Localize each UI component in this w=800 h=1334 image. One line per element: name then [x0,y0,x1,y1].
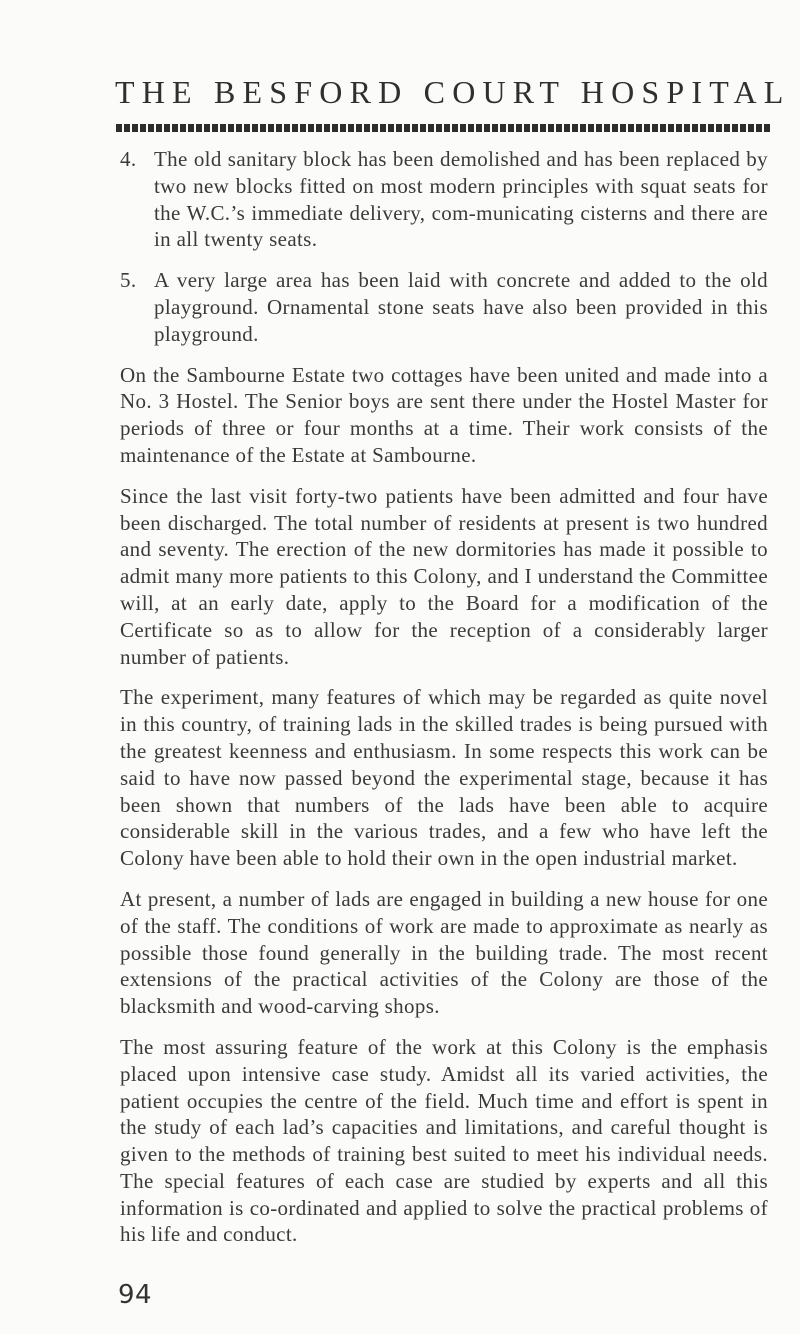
item-text: A very large area has been laid with concrete and added to the old playground. Ornamental stone seats have also been provided in this playground. [154,268,768,346]
paragraph-building-house: At present, a number of lads are engaged in building a new house for one of the staff. The conditions of work are made to approximate as nearly as possible those found generally in the building trade. The most recent extensions of the practical activities of the Colony are those of the blacksmith and wood-carving shops. [120,886,768,1019]
paragraph-case-study: The most assuring feature of the work at this Colony is the emphasis placed upon intensive case study. Amidst all its varied activities, the patient occupies the centre of the field. Much time and effort is spent in the study of each lad’s capacities and limitations, and careful thought is given to the methods of training best suited to meet his individual needs. The special features of each case are studied by experts and all this information is co-ordinated and applied to solve the practical problems of his life and conduct. [120,1034,768,1247]
numbered-item [120,267,768,347]
header-rule [116,124,772,132]
item-text: The old sanitary block has been demolished and has been replaced by two new blocks fitted on most modern principles with squat seats for the W.C.’s immediate delivery, com-municating cisterns and there are in all twenty seats. [154,147,768,252]
paragraph-admissions: Since the last visit forty-two patients have been admitted and four have been discharged. The total number of residents at present is two hundred and seventy. The erection of the new dormitories has made it possible to admit many more patients to this Colony, and I understand the Committee will, at an early date, apply to the Board for a modification of the Certificate so as to allow for the reception of a considerably larger number of patients. [120,483,768,669]
numbered-item [120,146,768,253]
page-text [120,146,768,1262]
paragraph-training-experiment: The experiment, many features of which may be regarded as quite novel in this country, of training lads in the skilled trades is being pursued with the greatest keenness and enthusiasm. In some respects this work can be said to have now passed beyond the experimental stage, because it has been shown that numbers of the lads have been able to acquire considerable skill in the various trades, and a few who have left the Colony have been able to hold their own in the open industrial market. [120,685,768,871]
page-header-title: THE BESFORD COURT HOSPITAL [115,74,791,110]
paragraph-sambourne-estate: On the Sambourne Estate two cottages have been united and made into a No. 3 Hostel. The Senior boys are sent there under the Hostel Master for periods of three or four months at a time. Their work consists of the maintenance of the Estate at Sambourne. [120,362,768,467]
page-number: 94 [118,1280,153,1310]
item-number: 5. [120,268,137,293]
item-number: 4. [120,147,137,171]
